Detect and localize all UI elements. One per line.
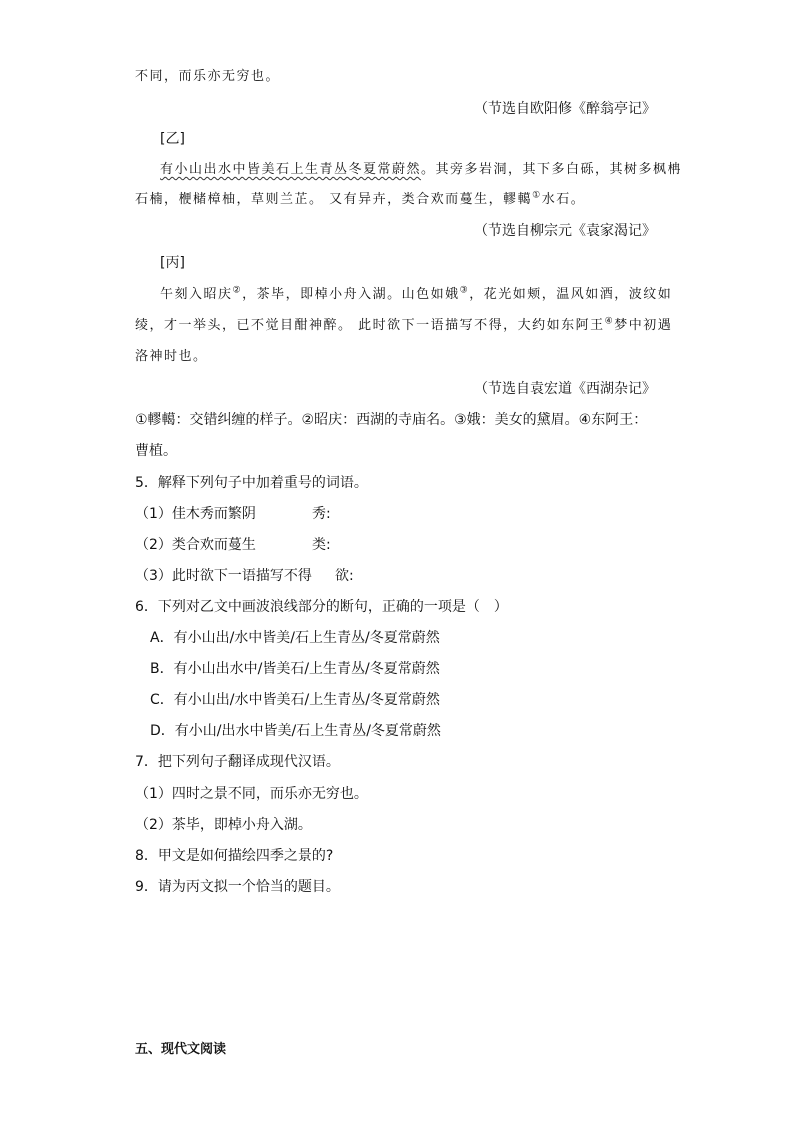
question-7-item-2: （2）茶毕，即棹小舟入湖。 [135, 817, 312, 833]
passage-jia-tail: 不同，而乐亦无穷也。 [135, 69, 281, 84]
question-7-stem: 7．把下列句子翻译成现代汉语。 [135, 754, 340, 770]
passage-jia-source: （节选自欧阳修《醉翁亭记》 [474, 101, 656, 117]
passage-yi-source: （节选自柳宗元《袁家渴记》 [474, 223, 656, 239]
passage-yi-line-2-end: 水石。 [541, 192, 586, 207]
passage-yi-line-1 [160, 161, 682, 179]
passage-bing-line-2 [135, 317, 672, 335]
question-7-item-1: （1）四时之景不同，而乐亦无穷也。 [135, 786, 368, 802]
passage-bing-line-1 [160, 286, 672, 304]
passage-bing-line-1-c: ，花光如颊，温风如酒，波纹如 [469, 287, 673, 302]
passage-bing-line-2-a: 绫，才一举头，已不觉目酣神醉。 此时欲下一语描写不得，大约如东阿王 [135, 318, 605, 333]
question-6-option-d: D．有小山/出水中皆美/石上生青丛/冬夏常蔚然 [150, 723, 441, 739]
passage-yi-line-2 [135, 191, 585, 209]
section-heading: 五、现代文阅读 [135, 1042, 227, 1057]
footnote-mark-3: ③ [459, 285, 470, 296]
passage-yi-label: [乙] [160, 131, 185, 147]
passage-bing-line-1-b: ，茶毕，即棹小舟入湖。山色如娥 [242, 287, 460, 302]
question-5-word-2: 类: [312, 537, 331, 553]
question-5-item-1: （1）佳木秀而繁阴 [135, 506, 256, 522]
question-5-word-3: 欲: [335, 568, 354, 584]
footnotes-line-2: 曹植。 [135, 443, 177, 459]
passage-bing-line-2-b: 梦中初遇 [614, 318, 673, 333]
footnote-mark-2: ② [232, 285, 243, 296]
question-9-stem: 9．请为丙文拟一个恰当的题目。 [135, 879, 340, 895]
question-6-option-b: B．有小山出水中/皆美石/上生青丛/冬夏常蔚然 [150, 661, 440, 677]
question-6-stem: 6．下列对乙文中画波浪线部分的断句，正确的一项是（ ） [135, 599, 508, 615]
question-5-stem: 5．解释下列句子中加着重号的词语。 [135, 475, 368, 491]
footnote-mark-1: ① [532, 190, 542, 201]
footnotes-line-1: ①轇轕：交错纠缠的样子。②昭庆：西湖的寺庙名。③娥：美女的黛眉。④东阿王： [135, 412, 648, 428]
question-5-item-2: （2）类合欢而蔓生 [135, 537, 256, 553]
question-6-option-a: A．有小山出/水中皆美/石上生青丛/冬夏常蔚然 [150, 630, 440, 646]
passage-bing-label: [丙] [160, 255, 185, 271]
wavy-underlined-sentence: 有小山出水中皆美石上生青丛冬夏常蔚然 [160, 162, 422, 177]
question-6-option-c: C．有小山出/水中皆美石/上生青丛/冬夏常蔚然 [150, 692, 440, 708]
question-5-word-1: 秀: [312, 506, 331, 522]
passage-yi-line-2-text: 石楠，楩槠樟柚，草则兰芷。 又有异卉，类合欢而蔓生，轇轕 [135, 192, 533, 207]
footnote-mark-4: ④ [604, 316, 615, 327]
passage-bing-source: （节选自袁宏道《西湖杂记》 [474, 381, 656, 397]
question-5-item-3: （3）此时欲下一语描写不得 [135, 568, 312, 584]
passage-yi-line-1-rest: 。其旁多岩洞，其下多白砾，其树多枫柟 [421, 162, 683, 177]
passage-bing-line-1-a: 午刻入昭庆 [160, 287, 233, 302]
passage-bing-line-3: 洛神时也。 [135, 349, 208, 364]
question-8-stem: 8．甲文是如何描绘四季之景的? [135, 848, 334, 864]
